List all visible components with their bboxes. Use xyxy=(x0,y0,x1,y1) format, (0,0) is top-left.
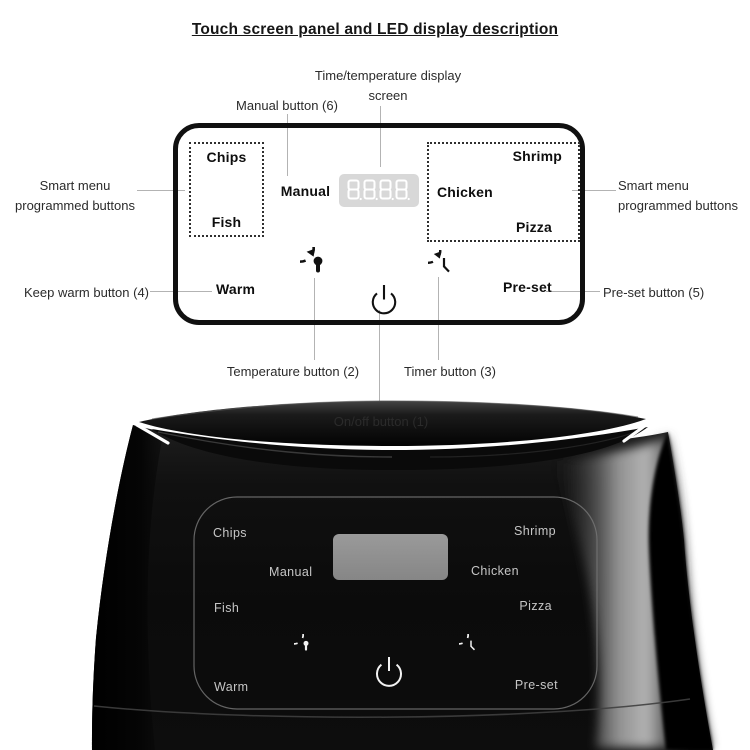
photo-temperature-icon[interactable] xyxy=(294,634,318,658)
photo-chips-button[interactable]: Chips xyxy=(213,526,247,540)
photo-timer-icon[interactable] xyxy=(459,634,483,658)
photo-fish-button[interactable]: Fish xyxy=(214,601,240,615)
callout-temperature: Temperature button (2) xyxy=(226,364,360,379)
smart-menu-group-right xyxy=(427,142,580,242)
callout-smart-menu-left: Smart menu programmed buttons xyxy=(15,178,135,213)
callout-timer: Timer button (3) xyxy=(404,364,496,379)
chicken-button[interactable]: Chicken xyxy=(437,184,493,200)
led-display xyxy=(339,174,419,207)
warm-button[interactable]: Warm xyxy=(216,281,256,297)
manual-button[interactable]: Manual xyxy=(280,183,331,199)
fish-button[interactable]: Fish xyxy=(211,214,242,230)
photo-power-icon[interactable] xyxy=(372,655,406,693)
led-digits xyxy=(347,179,411,202)
touch-panel-diagram xyxy=(173,123,585,325)
photo-led-display xyxy=(333,534,448,580)
callout-preset: Pre-set button (5) xyxy=(603,285,705,300)
preset-button[interactable]: Pre-set xyxy=(503,279,552,295)
callout-power: On/off button (1) xyxy=(333,414,429,429)
photo-manual-button[interactable]: Manual xyxy=(269,565,313,579)
pizza-button[interactable]: Pizza xyxy=(515,219,552,235)
timer-icon[interactable] xyxy=(428,250,460,282)
photo-warm-button[interactable]: Warm xyxy=(214,680,249,694)
photo-shrimp-button[interactable]: Shrimp xyxy=(514,524,556,538)
callout-smart-menu-right: Smart menu programmed buttons xyxy=(618,178,738,213)
photo-preset-button[interactable]: Pre-set xyxy=(514,678,558,692)
callout-manual: Manual button (6) xyxy=(236,98,338,113)
callout-keep-warm: Keep warm button (4) xyxy=(24,285,150,300)
photo-chicken-button[interactable]: Chicken xyxy=(471,564,519,578)
power-icon[interactable] xyxy=(369,283,399,319)
page-title: Touch screen panel and LED display description xyxy=(191,21,559,38)
callout-display: Time/temperature display screen xyxy=(314,68,462,103)
temperature-icon[interactable] xyxy=(300,247,336,283)
photo-pizza-button[interactable]: Pizza xyxy=(519,599,552,613)
shrimp-button[interactable]: Shrimp xyxy=(512,148,562,164)
smart-menu-group-left xyxy=(189,142,264,237)
chips-button[interactable]: Chips xyxy=(206,149,247,165)
